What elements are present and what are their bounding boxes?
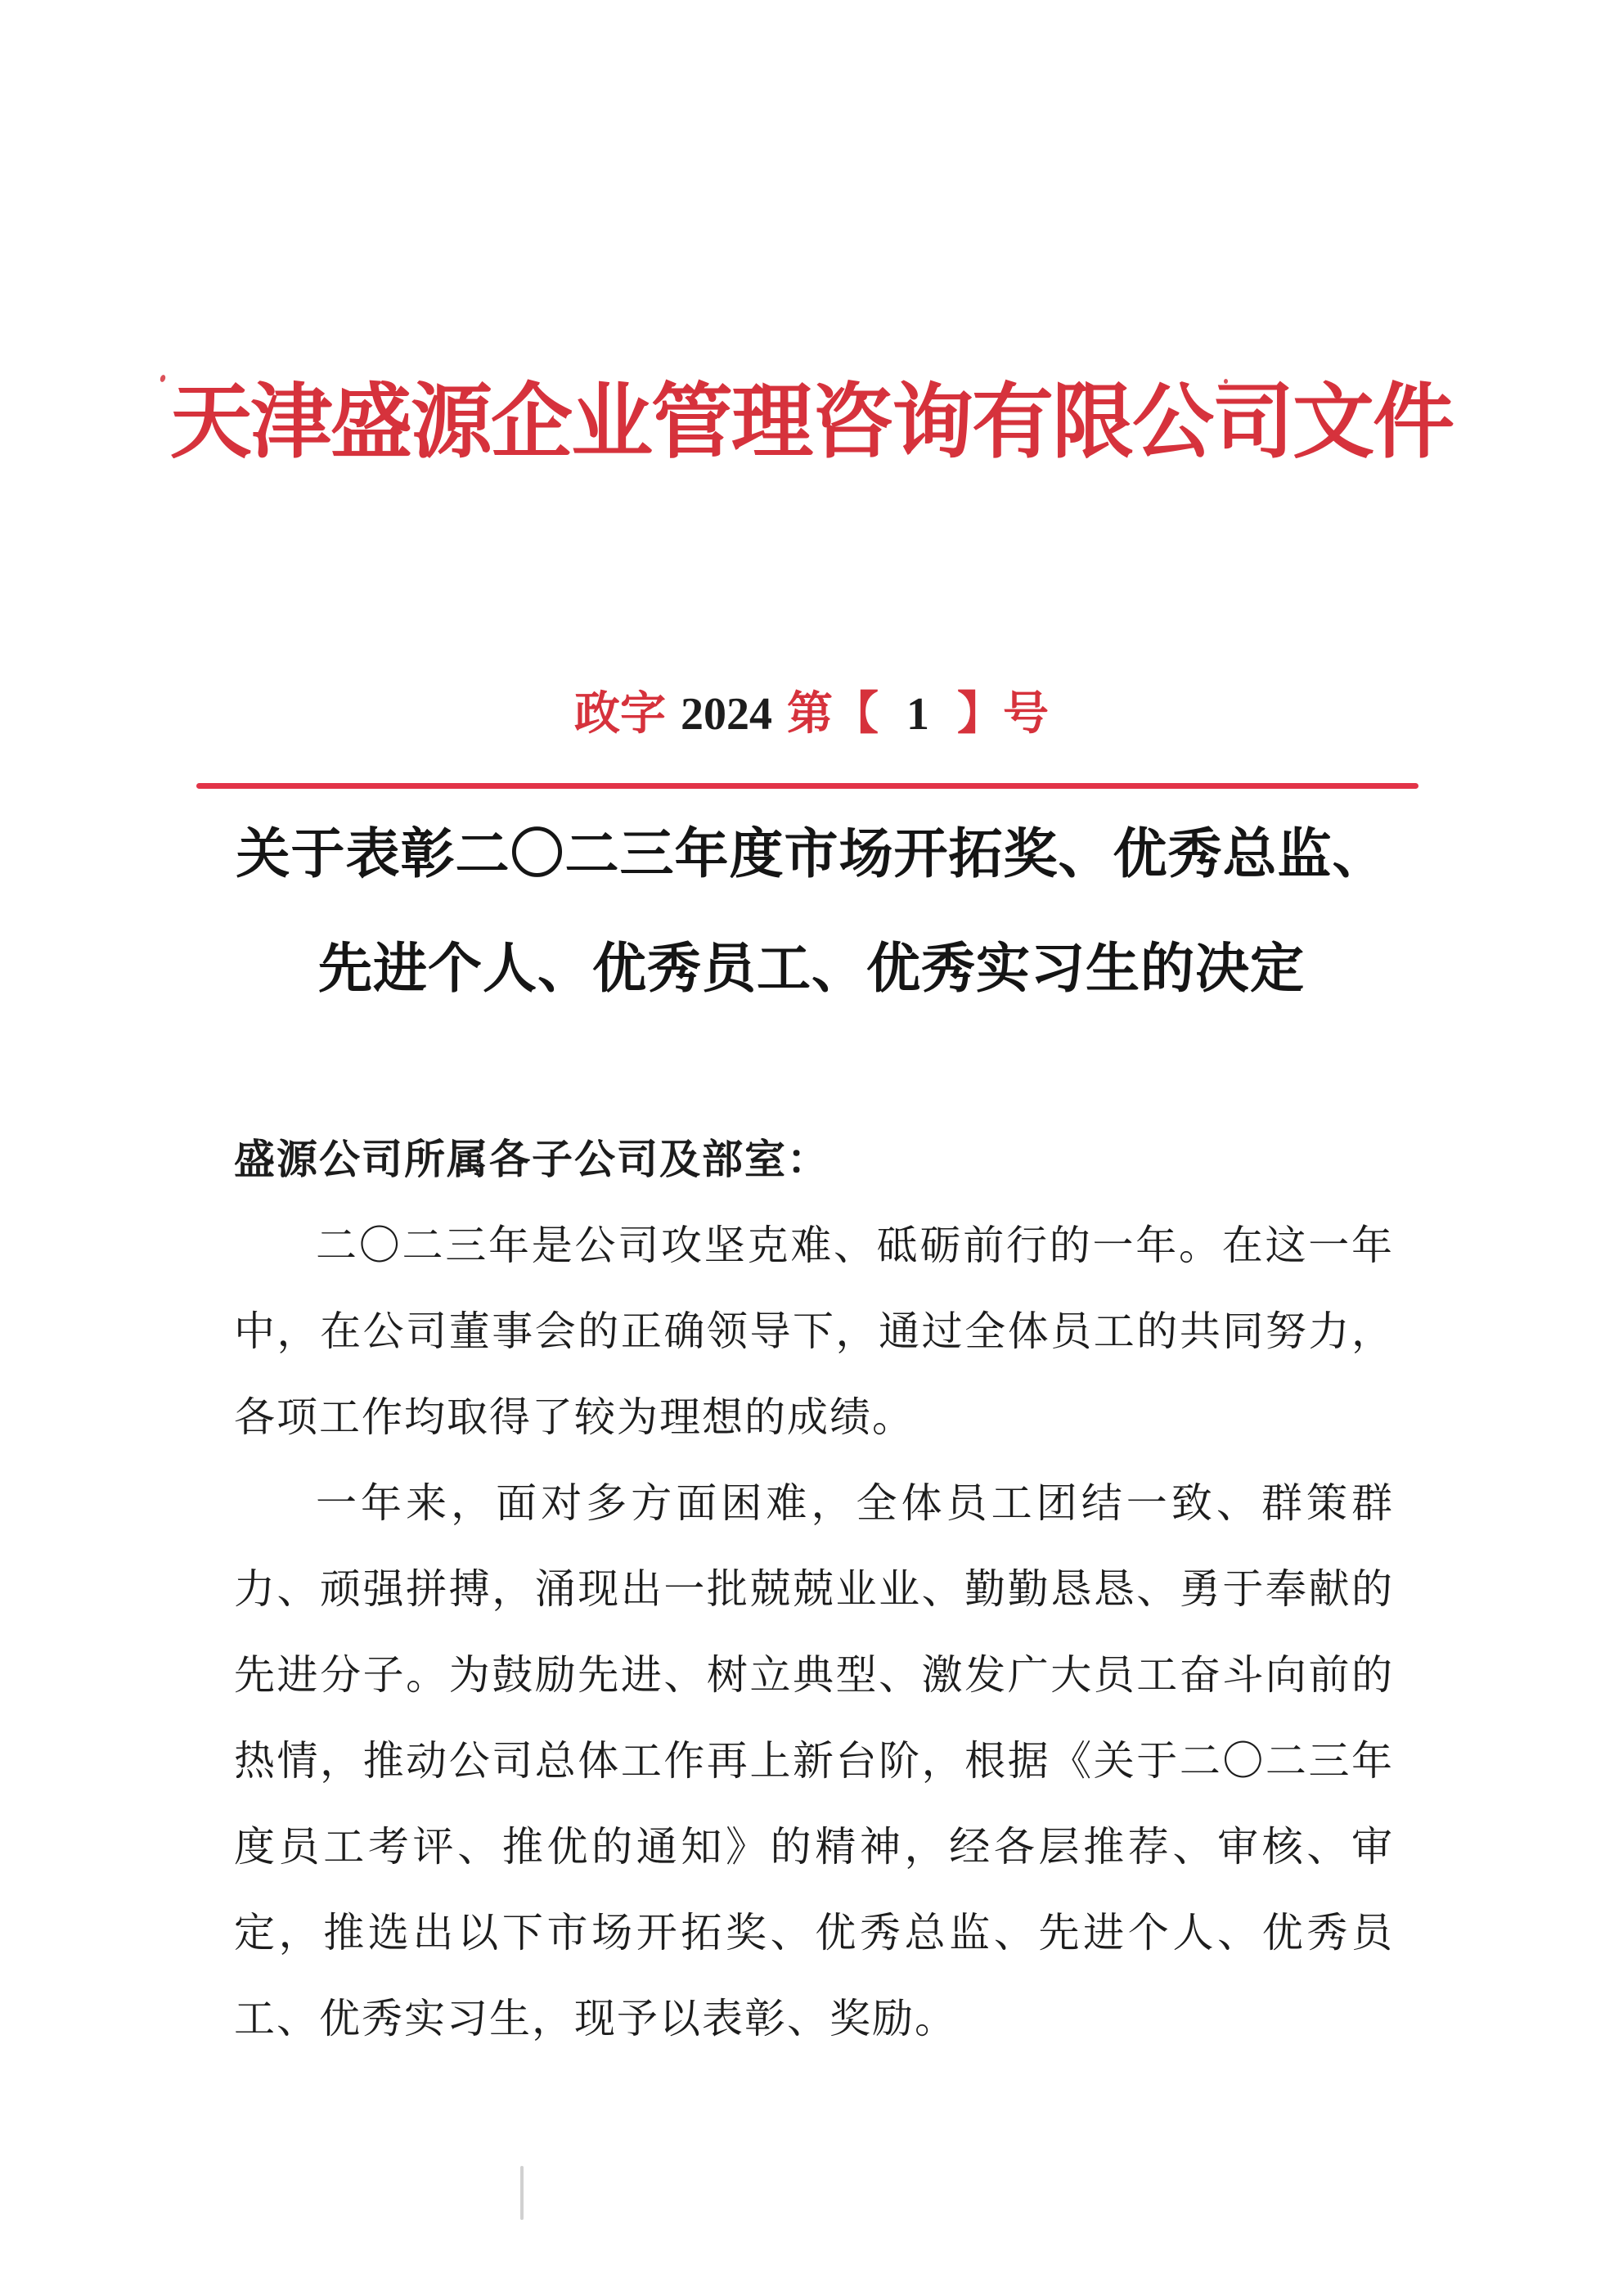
body-line: 一年来，面对多方面困难，全体员工团结一致、群策群 — [316, 1480, 1394, 1526]
document-title — [0, 798, 1623, 1027]
doc-number-value: 1 — [906, 689, 929, 740]
body-line: 先进分子。为鼓励先进、树立典型、激发广大员工奋斗向前的 — [234, 1652, 1394, 1698]
body-line: 各项工作均取得了较为理想的成绩。 — [234, 1394, 915, 1440]
document-title-line-1: 关于表彰二〇二三年度市场开拓奖、优秀总监、 — [236, 825, 1387, 885]
company-letterhead-title: 天津盛源企业管理咨询有限公司文件 — [170, 377, 1453, 468]
doc-number-close-bracket: 】号 — [957, 689, 1049, 740]
red-divider-line — [196, 783, 1418, 789]
body-line: 热情，推动公司总体工作再上新台阶，根据《关于二〇二三年 — [234, 1738, 1394, 1784]
doc-number-open-bracket: 第【 — [787, 689, 879, 740]
scan-smudge — [520, 2166, 524, 2220]
body-line: 工、优秀实习生，现予以表彰、奖励。 — [234, 1996, 957, 2042]
document-title-line-2: 先进个人、优秀员工、优秀实习生的决定 — [318, 939, 1305, 999]
document-number-line — [0, 678, 1623, 751]
document-body — [234, 1117, 1394, 2062]
body-line: 力、顽强拼搏，涌现出一批兢兢业业、勤勤恳恳、勇于奉献的 — [234, 1566, 1394, 1612]
doc-number-year: 2024 — [681, 689, 772, 740]
body-line: 中，在公司董事会的正确领导下，通过全体员工的共同努力， — [234, 1308, 1394, 1354]
body-line: 定，推选出以下市场开拓奖、优秀总监、先进个人、优秀员 — [234, 1910, 1394, 1956]
body-line: 二〇二三年是公司攻坚克难、砥砺前行的一年。在这一年 — [316, 1222, 1394, 1268]
body-line: 度员工考评、推优的通知》的精神，经各层推荐、审核、审 — [234, 1824, 1394, 1870]
doc-number-prefix: 政字 — [574, 689, 666, 740]
salutation: 盛源公司所属各子公司及部室： — [234, 1137, 829, 1182]
